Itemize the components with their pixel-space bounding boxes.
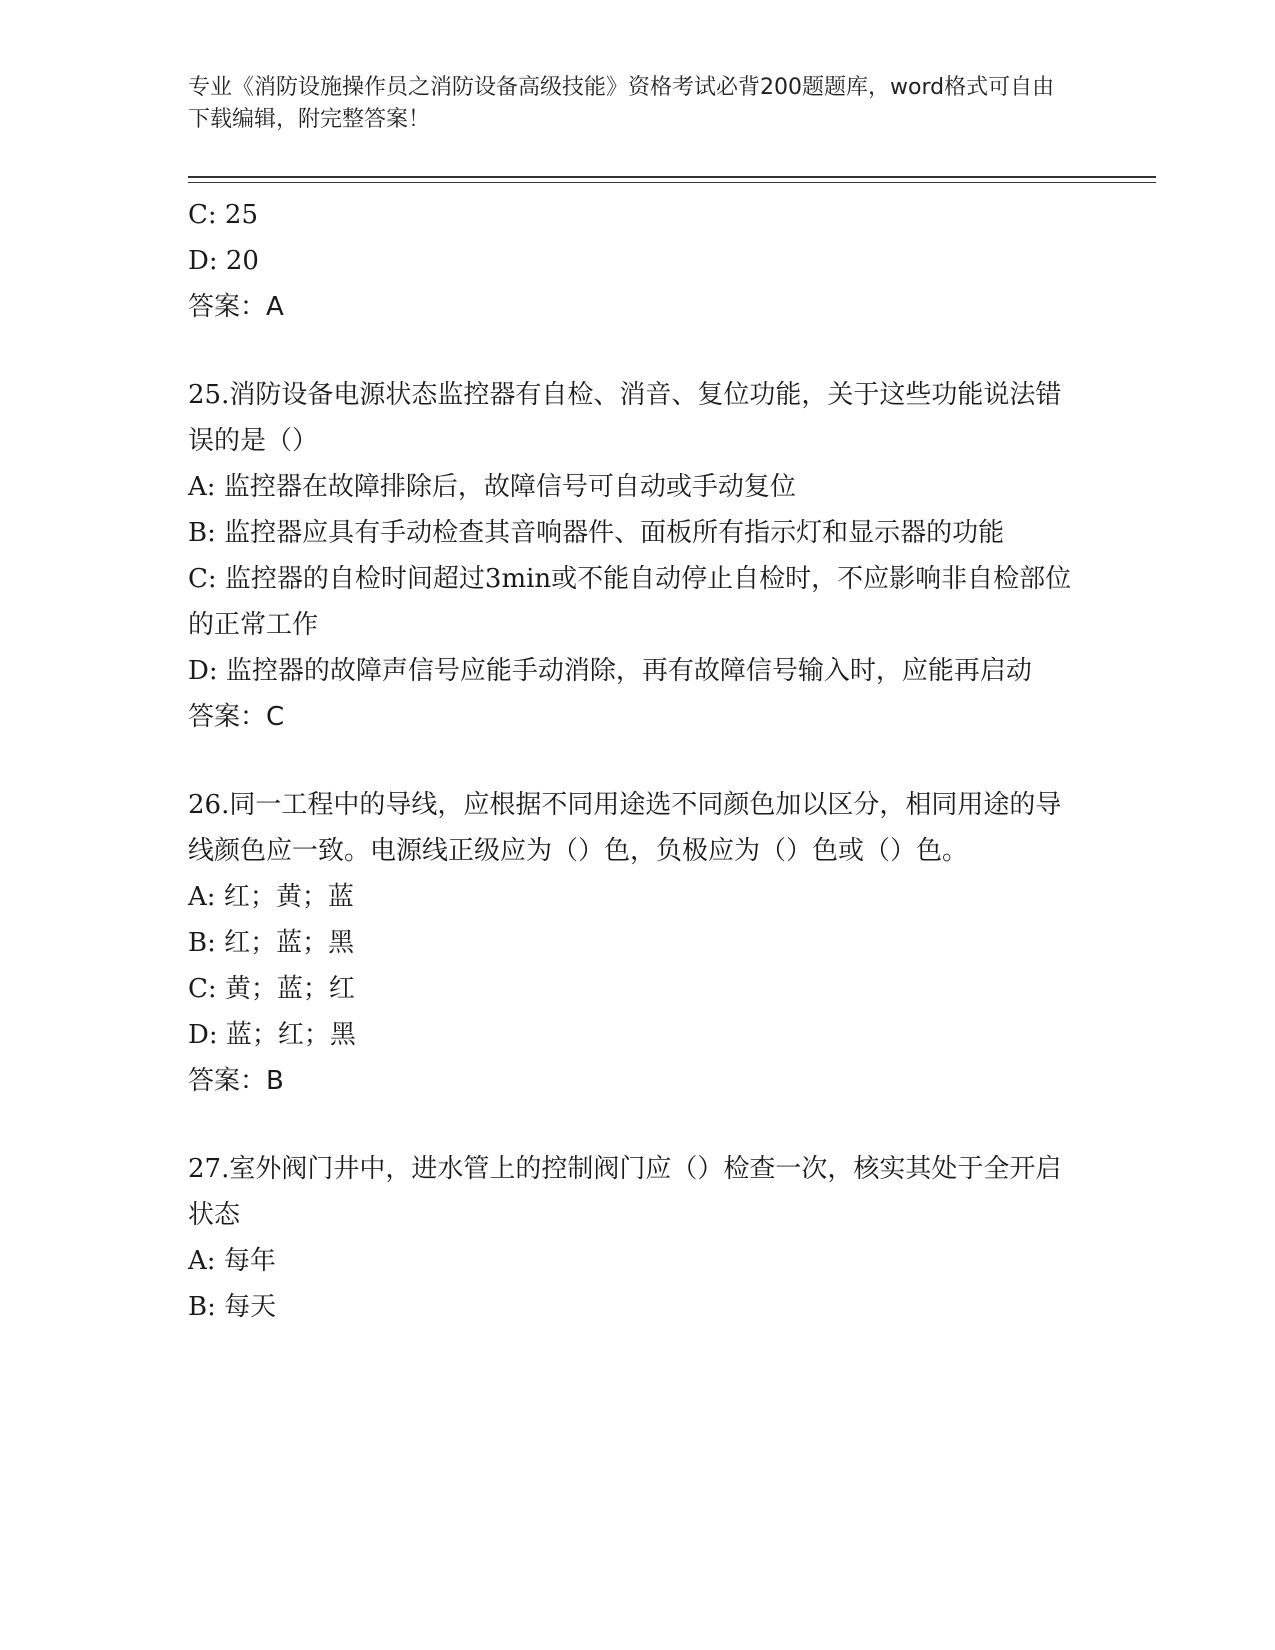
- question-stem: 25.消防设备电源状态监控器有自检、消音、复位功能，关于这些功能说法错误的是（）: [188, 380, 1062, 456]
- option-d: D: 蓝；红；黑: [188, 1020, 356, 1050]
- answer-value: A: [266, 292, 284, 322]
- question-number: 25.: [188, 380, 230, 410]
- option-a: A: 红；黄；蓝: [188, 882, 354, 912]
- option-b: B: 监控器应具有手动检查其音响器件、面板所有指示灯和显示器的功能: [188, 518, 1005, 548]
- header-divider-thick: [188, 176, 1156, 178]
- question-stem: 27.室外阀门井中，进水管上的控制阀门应（）检查一次，核实其处于全开启状态: [188, 1154, 1062, 1230]
- question-number: 27.: [188, 1154, 230, 1184]
- option-b: B: 每天: [188, 1292, 277, 1322]
- option-c: C: 黄；蓝；红: [188, 974, 355, 1004]
- question-27: [188, 1146, 1078, 1330]
- option-d: D: 监控器的故障声信号应能手动消除，再有故障信号输入时，应能再启动: [188, 656, 1032, 686]
- header-title: 专业《消防设施操作员之消防设备高级技能》资格考试必背200题题库，word格式可自由下载编辑，附完整答案！: [188, 75, 1055, 132]
- option-a: A: 每年: [188, 1246, 276, 1276]
- question-number: 26.: [188, 790, 230, 820]
- question-24-fragment: [188, 192, 1078, 330]
- option-a: A: 监控器在故障排除后，故障信号可自动或手动复位: [188, 472, 796, 502]
- option-c: C: 监控器的自检时间超过3min或不能自动停止自检时，不应影响非自检部位的正常工作: [188, 564, 1072, 640]
- answer-line: 答案：C: [188, 702, 285, 732]
- option-c: C: 25: [188, 200, 259, 230]
- question-stem: 26.同一工程中的导线，应根据不同用途选不同颜色加以区分，相同用途的导线颜色应一致。电源线正级应为（）色，负极应为（）色或（）色。: [188, 790, 1062, 866]
- option-b: B: 红；蓝；黑: [188, 928, 355, 958]
- question-content: [188, 192, 1078, 1330]
- header-divider-thin: [188, 182, 1156, 183]
- answer-value: B: [266, 1066, 284, 1096]
- question-26: [188, 782, 1078, 1104]
- option-d: D: 20: [188, 246, 259, 276]
- answer-value: C: [266, 702, 285, 732]
- document-header: [188, 72, 1068, 136]
- answer-line: 答案：A: [188, 292, 284, 322]
- answer-line: 答案：B: [188, 1066, 284, 1096]
- question-25: [188, 372, 1078, 740]
